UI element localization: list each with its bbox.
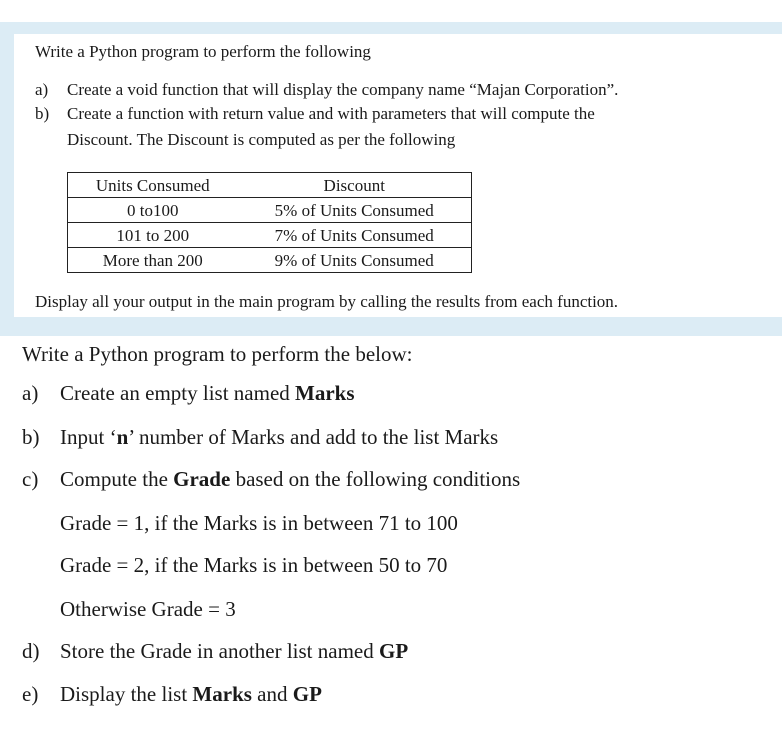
q2-b-label: b) (22, 425, 40, 449)
discount-cell: 9% of Units Consumed (238, 248, 472, 273)
q2-grade2: Grade = 2, if the Marks is in between 50 to 70 (60, 553, 448, 577)
q2-b-text-pre: Input ‘ (60, 425, 117, 449)
q1-b-text-line1: Create a function with return value and with parameters that will compute the (67, 104, 595, 123)
units-cell: 0 to100 (127, 200, 179, 220)
q2-e-label: e) (22, 682, 39, 706)
q2-c-text-post: based on the following conditions (230, 467, 521, 491)
q2-grade1: Grade = 1, if the Marks is in between 71 to 100 (60, 511, 458, 535)
discount-cell: 7% of Units Consumed (238, 223, 472, 248)
q2-c-bold: Grade (173, 467, 231, 491)
q2-c-text-pre: Compute the (60, 467, 174, 491)
q2-c-label: c) (22, 467, 39, 491)
discount-cell: 5% of Units Consumed (274, 200, 434, 220)
header-discount: Discount (238, 173, 472, 198)
q2-a-item (60, 380, 355, 406)
q1-footer: Display all your output in the main program by calling the results from each function. (35, 292, 619, 311)
q2-e-bold2: GP (292, 682, 322, 706)
table-row (68, 248, 472, 273)
table-row (68, 198, 472, 223)
q2-b-item (60, 424, 498, 450)
q2-d-item (60, 638, 408, 664)
q2-e-bold1: Marks (192, 682, 252, 706)
discount-table-header (68, 173, 472, 198)
q2-a-label: a) (22, 381, 39, 405)
q2-c-item (60, 466, 520, 492)
units-cell: 101 to 200 (68, 223, 238, 248)
q2-intro: Write a Python program to perform the below: (22, 342, 413, 366)
q2-b-bold: n (116, 425, 129, 449)
q2-grade3: Otherwise Grade = 3 (60, 597, 236, 621)
q2-d-bold: GP (379, 639, 409, 663)
q2-e-text-mid: and (251, 682, 293, 706)
q2-d-label: d) (22, 639, 40, 663)
header-units-consumed: Units Consumed (68, 173, 238, 198)
q1-a-text: Create a void function that will display the company name “Majan Corporation”. (67, 80, 619, 99)
q1-b-label: b) (35, 104, 50, 123)
q2-a-text: Create an empty list named (60, 381, 296, 405)
q2-e-item (60, 681, 322, 707)
discount-table (67, 172, 472, 273)
q2-a-bold: Marks (295, 381, 355, 405)
q1-a-label: a) (35, 80, 49, 99)
q1-b-text-line2: Discount. The Discount is computed as per the following (67, 130, 456, 149)
q1-intro: Write a Python program to perform the following (35, 42, 371, 61)
table-row (68, 223, 472, 248)
q2-d-text: Store the Grade in another list named (60, 639, 379, 663)
q2-e-text-pre: Display the list (60, 682, 193, 706)
q2-b-text-post: ’ number of Marks and add to the list Marks (128, 425, 499, 449)
units-cell: More than 200 (68, 248, 238, 273)
